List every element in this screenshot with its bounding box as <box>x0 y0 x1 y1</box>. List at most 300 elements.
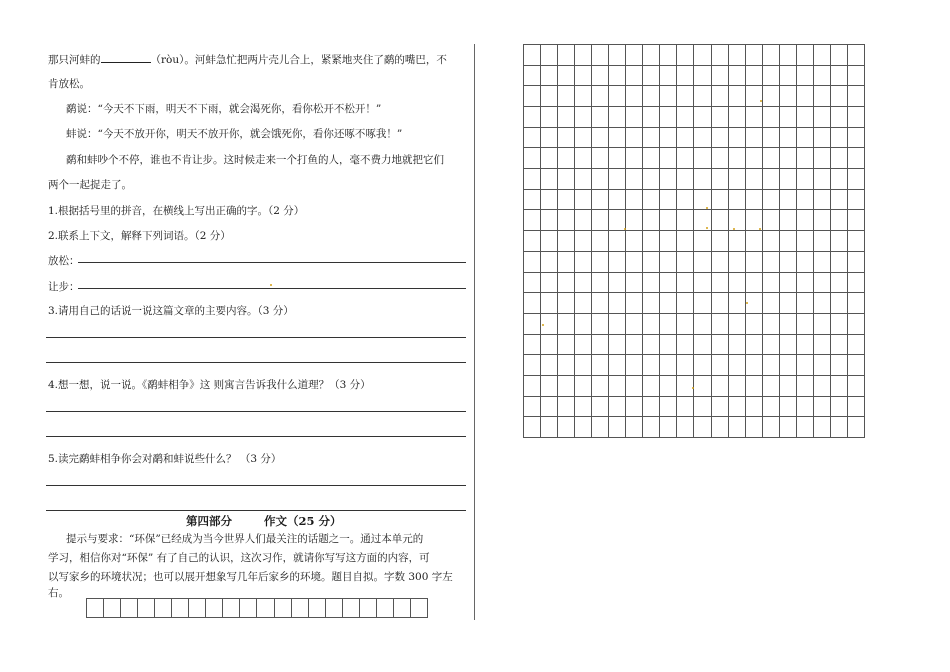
grid-cell[interactable] <box>780 293 796 313</box>
grid-cell[interactable] <box>121 599 137 617</box>
grid-cell[interactable] <box>558 128 574 148</box>
grid-cell[interactable] <box>609 45 625 65</box>
grid-cell[interactable] <box>609 231 625 251</box>
grid-cell[interactable] <box>609 417 625 437</box>
grid-cell[interactable] <box>797 252 813 272</box>
grid-cell[interactable] <box>575 376 591 396</box>
grid-cell[interactable] <box>643 169 659 189</box>
grid-cell[interactable] <box>712 45 728 65</box>
grid-cell[interactable] <box>780 66 796 86</box>
grid-cell[interactable] <box>541 417 557 437</box>
grid-cell[interactable] <box>677 376 693 396</box>
grid-cell[interactable] <box>87 599 103 617</box>
grid-cell[interactable] <box>575 66 591 86</box>
grid-cell[interactable] <box>797 355 813 375</box>
grid-cell[interactable] <box>592 417 608 437</box>
grid-cell[interactable] <box>643 128 659 148</box>
grid-cell[interactable] <box>626 169 642 189</box>
grid-cell[interactable] <box>626 107 642 127</box>
grid-cell[interactable] <box>138 599 154 617</box>
grid-cell[interactable] <box>609 314 625 334</box>
grid-cell[interactable] <box>524 148 540 168</box>
grid-cell[interactable] <box>780 335 796 355</box>
grid-cell[interactable] <box>729 169 745 189</box>
grid-cell[interactable] <box>729 190 745 210</box>
grid-cell[interactable] <box>558 86 574 106</box>
grid-cell[interactable] <box>609 335 625 355</box>
grid-cell[interactable] <box>677 397 693 417</box>
grid-cell[interactable] <box>694 128 710 148</box>
grid-cell[interactable] <box>592 335 608 355</box>
grid-cell[interactable] <box>814 273 830 293</box>
grid-cell[interactable] <box>592 190 608 210</box>
grid-cell[interactable] <box>626 335 642 355</box>
grid-cell[interactable] <box>626 66 642 86</box>
grid-cell[interactable] <box>104 599 120 617</box>
grid-cell[interactable] <box>660 355 676 375</box>
grid-cell[interactable] <box>626 314 642 334</box>
grid-cell[interactable] <box>746 376 762 396</box>
grid-cell[interactable] <box>643 293 659 313</box>
grid-cell[interactable] <box>541 66 557 86</box>
grid-cell[interactable] <box>797 128 813 148</box>
grid-cell[interactable] <box>814 66 830 86</box>
grid-cell[interactable] <box>831 397 847 417</box>
grid-cell[interactable] <box>797 335 813 355</box>
grid-cell[interactable] <box>694 86 710 106</box>
grid-cell[interactable] <box>524 417 540 437</box>
grid-cell[interactable] <box>575 397 591 417</box>
grid-cell[interactable] <box>831 293 847 313</box>
grid-cell[interactable] <box>626 293 642 313</box>
grid-cell[interactable] <box>848 190 864 210</box>
grid-cell[interactable] <box>660 376 676 396</box>
grid-cell[interactable] <box>660 252 676 272</box>
grid-cell[interactable] <box>541 148 557 168</box>
grid-cell[interactable] <box>694 293 710 313</box>
grid-cell[interactable] <box>746 128 762 148</box>
grid-cell[interactable] <box>797 231 813 251</box>
grid-cell[interactable] <box>626 128 642 148</box>
grid-cell[interactable] <box>814 314 830 334</box>
grid-cell[interactable] <box>677 148 693 168</box>
grid-cell[interactable] <box>541 210 557 230</box>
grid-cell[interactable] <box>626 417 642 437</box>
grid-cell[interactable] <box>575 210 591 230</box>
grid-cell[interactable] <box>575 128 591 148</box>
grid-cell[interactable] <box>729 86 745 106</box>
grid-cell[interactable] <box>677 107 693 127</box>
grid-cell[interactable] <box>694 376 710 396</box>
grid-cell[interactable] <box>694 417 710 437</box>
grid-cell[interactable] <box>763 45 779 65</box>
grid-cell[interactable] <box>541 45 557 65</box>
grid-cell[interactable] <box>729 107 745 127</box>
grid-cell[interactable] <box>609 66 625 86</box>
grid-cell[interactable] <box>326 599 342 617</box>
grid-cell[interactable] <box>592 231 608 251</box>
grid-cell[interactable] <box>660 86 676 106</box>
grid-cell[interactable] <box>575 335 591 355</box>
grid-cell[interactable] <box>814 148 830 168</box>
grid-cell[interactable] <box>746 273 762 293</box>
grid-cell[interactable] <box>729 231 745 251</box>
grid-cell[interactable] <box>814 293 830 313</box>
grid-cell[interactable] <box>746 293 762 313</box>
grid-cell[interactable] <box>780 231 796 251</box>
grid-cell[interactable] <box>831 355 847 375</box>
grid-cell[interactable] <box>626 397 642 417</box>
grid-cell[interactable] <box>592 45 608 65</box>
grid-cell[interactable] <box>626 376 642 396</box>
grid-cell[interactable] <box>797 169 813 189</box>
grid-cell[interactable] <box>848 107 864 127</box>
grid-cell[interactable] <box>609 376 625 396</box>
grid-cell[interactable] <box>541 335 557 355</box>
grid-cell[interactable] <box>609 128 625 148</box>
grid-cell[interactable] <box>677 86 693 106</box>
grid-cell[interactable] <box>712 376 728 396</box>
grid-cell[interactable] <box>797 190 813 210</box>
grid-cell[interactable] <box>729 376 745 396</box>
grid-cell[interactable] <box>780 417 796 437</box>
grid-cell[interactable] <box>541 86 557 106</box>
grid-cell[interactable] <box>660 107 676 127</box>
grid-cell[interactable] <box>575 190 591 210</box>
grid-cell[interactable] <box>575 169 591 189</box>
answer-line-q3-1[interactable] <box>46 337 466 338</box>
grid-cell[interactable] <box>575 231 591 251</box>
grid-cell[interactable] <box>660 169 676 189</box>
grid-cell[interactable] <box>831 45 847 65</box>
grid-cell[interactable] <box>712 231 728 251</box>
grid-cell[interactable] <box>660 335 676 355</box>
grid-cell[interactable] <box>626 86 642 106</box>
grid-cell[interactable] <box>694 148 710 168</box>
grid-cell[interactable] <box>848 169 864 189</box>
grid-cell[interactable] <box>677 190 693 210</box>
grid-cell[interactable] <box>763 252 779 272</box>
grid-cell[interactable] <box>780 86 796 106</box>
grid-cell[interactable] <box>712 190 728 210</box>
grid-cell[interactable] <box>575 417 591 437</box>
grid-cell[interactable] <box>643 252 659 272</box>
grid-cell[interactable] <box>558 148 574 168</box>
grid-cell[interactable] <box>763 190 779 210</box>
grid-cell[interactable] <box>797 273 813 293</box>
grid-cell[interactable] <box>780 107 796 127</box>
grid-cell[interactable] <box>848 210 864 230</box>
grid-cell[interactable] <box>712 148 728 168</box>
grid-cell[interactable] <box>558 66 574 86</box>
grid-cell[interactable] <box>729 314 745 334</box>
grid-cell[interactable] <box>660 45 676 65</box>
grid-cell[interactable] <box>575 252 591 272</box>
grid-cell[interactable] <box>541 107 557 127</box>
grid-cell[interactable] <box>763 128 779 148</box>
grid-cell[interactable] <box>660 190 676 210</box>
grid-cell[interactable] <box>558 314 574 334</box>
grid-cell[interactable] <box>729 252 745 272</box>
grid-cell[interactable] <box>694 314 710 334</box>
grid-cell[interactable] <box>592 210 608 230</box>
grid-cell[interactable] <box>763 376 779 396</box>
grid-cell[interactable] <box>524 128 540 148</box>
grid-cell[interactable] <box>643 190 659 210</box>
grid-cell[interactable] <box>677 293 693 313</box>
grid-cell[interactable] <box>729 128 745 148</box>
grid-cell[interactable] <box>524 45 540 65</box>
grid-cell[interactable] <box>814 45 830 65</box>
grid-cell[interactable] <box>814 86 830 106</box>
grid-cell[interactable] <box>592 273 608 293</box>
grid-cell[interactable] <box>592 107 608 127</box>
grid-cell[interactable] <box>831 210 847 230</box>
grid-cell[interactable] <box>746 86 762 106</box>
grid-cell[interactable] <box>746 169 762 189</box>
grid-cell[interactable] <box>780 376 796 396</box>
grid-cell[interactable] <box>541 293 557 313</box>
grid-cell[interactable] <box>677 169 693 189</box>
grid-cell[interactable] <box>575 314 591 334</box>
grid-cell[interactable] <box>746 66 762 86</box>
grid-cell[interactable] <box>780 355 796 375</box>
grid-cell[interactable] <box>677 210 693 230</box>
grid-cell[interactable] <box>797 210 813 230</box>
answer-line-q5-1[interactable] <box>46 485 466 486</box>
grid-cell[interactable] <box>524 107 540 127</box>
grid-cell[interactable] <box>694 231 710 251</box>
grid-cell[interactable] <box>831 128 847 148</box>
grid-cell[interactable] <box>660 293 676 313</box>
grid-cell[interactable] <box>780 148 796 168</box>
grid-cell[interactable] <box>575 355 591 375</box>
grid-cell[interactable] <box>626 148 642 168</box>
grid-cell[interactable] <box>558 231 574 251</box>
grid-cell[interactable] <box>626 252 642 272</box>
grid-cell[interactable] <box>763 231 779 251</box>
grid-cell[interactable] <box>780 190 796 210</box>
grid-cell[interactable] <box>763 273 779 293</box>
grid-cell[interactable] <box>780 314 796 334</box>
grid-cell[interactable] <box>643 355 659 375</box>
grid-cell[interactable] <box>223 599 239 617</box>
grid-cell[interactable] <box>558 210 574 230</box>
grid-cell[interactable] <box>694 210 710 230</box>
grid-cell[interactable] <box>712 169 728 189</box>
grid-cell[interactable] <box>780 397 796 417</box>
grid-cell[interactable] <box>660 231 676 251</box>
grid-cell[interactable] <box>814 355 830 375</box>
writing-grid-left[interactable] <box>86 598 428 618</box>
grid-cell[interactable] <box>814 231 830 251</box>
grid-cell[interactable] <box>780 252 796 272</box>
grid-cell[interactable] <box>609 190 625 210</box>
grid-cell[interactable] <box>848 252 864 272</box>
grid-cell[interactable] <box>189 599 205 617</box>
grid-cell[interactable] <box>694 107 710 127</box>
grid-cell[interactable] <box>848 355 864 375</box>
grid-cell[interactable] <box>558 293 574 313</box>
grid-cell[interactable] <box>643 210 659 230</box>
grid-cell[interactable] <box>831 86 847 106</box>
grid-cell[interactable] <box>541 190 557 210</box>
grid-cell[interactable] <box>814 210 830 230</box>
grid-cell[interactable] <box>275 599 291 617</box>
grid-cell[interactable] <box>558 252 574 272</box>
grid-cell[interactable] <box>575 45 591 65</box>
grid-cell[interactable] <box>677 355 693 375</box>
grid-cell[interactable] <box>780 169 796 189</box>
grid-cell[interactable] <box>592 148 608 168</box>
grid-cell[interactable] <box>592 128 608 148</box>
grid-cell[interactable] <box>746 148 762 168</box>
grid-cell[interactable] <box>712 293 728 313</box>
grid-cell[interactable] <box>592 314 608 334</box>
grid-cell[interactable] <box>763 107 779 127</box>
grid-cell[interactable] <box>592 66 608 86</box>
answer-blank[interactable] <box>101 52 151 63</box>
grid-cell[interactable] <box>677 66 693 86</box>
grid-cell[interactable] <box>609 355 625 375</box>
grid-cell[interactable] <box>609 273 625 293</box>
grid-cell[interactable] <box>797 314 813 334</box>
grid-cell[interactable] <box>712 335 728 355</box>
grid-cell[interactable] <box>524 231 540 251</box>
grid-cell[interactable] <box>660 273 676 293</box>
grid-cell[interactable] <box>609 86 625 106</box>
grid-cell[interactable] <box>524 397 540 417</box>
grid-cell[interactable] <box>712 107 728 127</box>
grid-cell[interactable] <box>694 190 710 210</box>
grid-cell[interactable] <box>377 599 393 617</box>
grid-cell[interactable] <box>524 335 540 355</box>
grid-cell[interactable] <box>155 599 171 617</box>
grid-cell[interactable] <box>524 169 540 189</box>
grid-cell[interactable] <box>643 66 659 86</box>
grid-cell[interactable] <box>541 376 557 396</box>
grid-cell[interactable] <box>797 86 813 106</box>
grid-cell[interactable] <box>694 335 710 355</box>
grid-cell[interactable] <box>643 335 659 355</box>
grid-cell[interactable] <box>797 376 813 396</box>
grid-cell[interactable] <box>575 148 591 168</box>
grid-cell[interactable] <box>797 66 813 86</box>
grid-cell[interactable] <box>746 335 762 355</box>
grid-cell[interactable] <box>643 376 659 396</box>
writing-grid-right[interactable] <box>523 44 865 438</box>
grid-cell[interactable] <box>592 376 608 396</box>
grid-cell[interactable] <box>677 314 693 334</box>
grid-cell[interactable] <box>729 66 745 86</box>
grid-cell[interactable] <box>677 252 693 272</box>
grid-cell[interactable] <box>257 599 273 617</box>
grid-cell[interactable] <box>592 397 608 417</box>
grid-cell[interactable] <box>814 107 830 127</box>
grid-cell[interactable] <box>694 169 710 189</box>
answer-line-q4-2[interactable] <box>46 436 466 437</box>
grid-cell[interactable] <box>660 314 676 334</box>
grid-cell[interactable] <box>677 273 693 293</box>
grid-cell[interactable] <box>677 45 693 65</box>
grid-cell[interactable] <box>694 66 710 86</box>
grid-cell[interactable] <box>575 86 591 106</box>
grid-cell[interactable] <box>848 66 864 86</box>
grid-cell[interactable] <box>343 599 359 617</box>
grid-cell[interactable] <box>848 417 864 437</box>
grid-cell[interactable] <box>558 397 574 417</box>
grid-cell[interactable] <box>848 293 864 313</box>
grid-cell[interactable] <box>660 397 676 417</box>
grid-cell[interactable] <box>763 86 779 106</box>
grid-cell[interactable] <box>609 148 625 168</box>
grid-cell[interactable] <box>626 45 642 65</box>
grid-cell[interactable] <box>609 210 625 230</box>
grid-cell[interactable] <box>831 107 847 127</box>
grid-cell[interactable] <box>643 107 659 127</box>
answer-line-q5-2[interactable] <box>46 510 466 511</box>
grid-cell[interactable] <box>712 417 728 437</box>
grid-cell[interactable] <box>780 128 796 148</box>
grid-cell[interactable] <box>660 210 676 230</box>
grid-cell[interactable] <box>575 273 591 293</box>
grid-cell[interactable] <box>592 252 608 272</box>
grid-cell[interactable] <box>592 355 608 375</box>
grid-cell[interactable] <box>814 252 830 272</box>
grid-cell[interactable] <box>575 293 591 313</box>
grid-cell[interactable] <box>729 148 745 168</box>
answer-line-fangsong[interactable] <box>78 262 466 263</box>
grid-cell[interactable] <box>763 397 779 417</box>
grid-cell[interactable] <box>694 355 710 375</box>
grid-cell[interactable] <box>746 107 762 127</box>
grid-cell[interactable] <box>206 599 222 617</box>
grid-cell[interactable] <box>660 128 676 148</box>
grid-cell[interactable] <box>643 231 659 251</box>
grid-cell[interactable] <box>848 335 864 355</box>
grid-cell[interactable] <box>763 169 779 189</box>
grid-cell[interactable] <box>524 66 540 86</box>
grid-cell[interactable] <box>677 231 693 251</box>
grid-cell[interactable] <box>609 252 625 272</box>
grid-cell[interactable] <box>712 128 728 148</box>
grid-cell[interactable] <box>643 314 659 334</box>
grid-cell[interactable] <box>524 190 540 210</box>
grid-cell[interactable] <box>694 252 710 272</box>
answer-line-rangbu[interactable] <box>78 288 466 289</box>
grid-cell[interactable] <box>592 86 608 106</box>
grid-cell[interactable] <box>626 210 642 230</box>
grid-cell[interactable] <box>660 66 676 86</box>
grid-cell[interactable] <box>609 293 625 313</box>
grid-cell[interactable] <box>763 335 779 355</box>
grid-cell[interactable] <box>831 148 847 168</box>
grid-cell[interactable] <box>746 190 762 210</box>
grid-cell[interactable] <box>677 335 693 355</box>
grid-cell[interactable] <box>541 355 557 375</box>
grid-cell[interactable] <box>712 66 728 86</box>
grid-cell[interactable] <box>360 599 376 617</box>
answer-line-q4-1[interactable] <box>46 411 466 412</box>
grid-cell[interactable] <box>729 397 745 417</box>
grid-cell[interactable] <box>729 417 745 437</box>
grid-cell[interactable] <box>831 273 847 293</box>
grid-cell[interactable] <box>831 376 847 396</box>
grid-cell[interactable] <box>814 169 830 189</box>
grid-cell[interactable] <box>643 45 659 65</box>
grid-cell[interactable] <box>831 190 847 210</box>
grid-cell[interactable] <box>609 397 625 417</box>
